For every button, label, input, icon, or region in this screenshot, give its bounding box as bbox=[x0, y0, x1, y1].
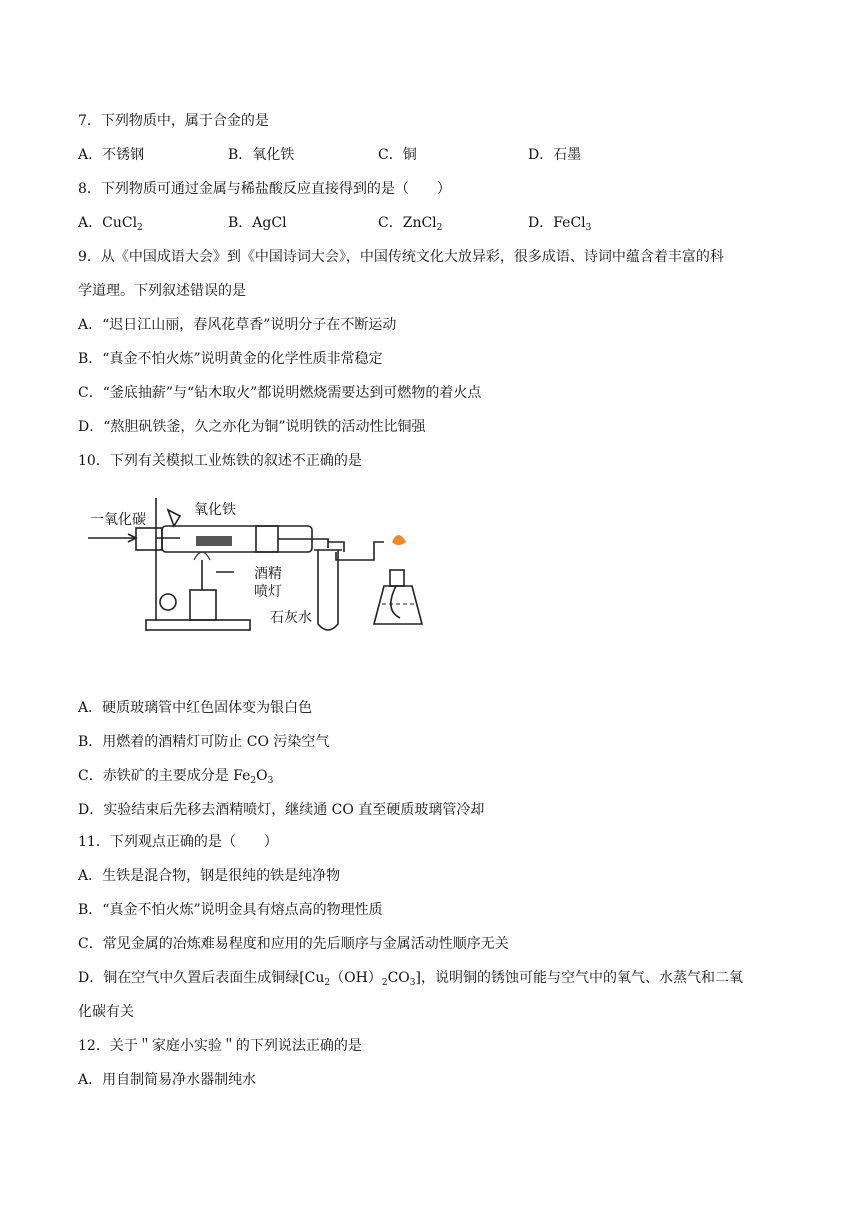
q11-option-b: B．“真金不怕火炼”说明金具有熔点高的物理性质 bbox=[78, 902, 383, 918]
iron-oxide-sample bbox=[196, 536, 232, 546]
label-lamp-line1: 酒精 bbox=[254, 566, 282, 582]
iron-smelting-apparatus-figure bbox=[84, 490, 604, 648]
q8-option-b: B．AgCl bbox=[228, 215, 287, 231]
lamp-wick bbox=[391, 586, 400, 618]
q10-option-d: D．实验结束后先移去酒精喷灯，继续通 CO 直至硬质玻璃管冷却 bbox=[78, 802, 485, 818]
q8-option-d: D．FeCl$_3$ bbox=[528, 215, 592, 233]
lamp-flame bbox=[392, 535, 406, 545]
q11-option-a: A．生铁是混合物，钢是很纯的铁是纯净物 bbox=[78, 868, 341, 884]
q12-stem: 12．关于＂家庭小实验＂的下列说法正确的是 bbox=[78, 1038, 362, 1054]
left-stopper bbox=[136, 528, 162, 550]
burner-body bbox=[190, 590, 216, 620]
q11-stem: 11．下列观点正确的是（ ） bbox=[78, 834, 278, 850]
q9-option-a: A．“迟日江山丽，春风花草香”说明分子在不断运动 bbox=[78, 317, 397, 333]
q7-option-a: A．不锈钢 bbox=[78, 147, 145, 163]
right-stopper bbox=[256, 526, 278, 552]
clamp-icon bbox=[168, 510, 180, 526]
burner-reservoir bbox=[160, 594, 176, 610]
q9-option-c: C．“釜底抽薪”与“钻木取火”都说明燃烧需要达到可燃物的着火点 bbox=[78, 385, 482, 401]
q9-option-d: D．“熬胆矾铁釜，久之亦化为铜”说明铁的活动性比铜强 bbox=[78, 419, 426, 435]
apparatus-diagram bbox=[84, 490, 604, 648]
q7-option-d: D．石墨 bbox=[528, 147, 582, 163]
q12-option-a: A．用自制简易净水器制纯水 bbox=[78, 1072, 257, 1088]
q7-stem: 7．下列物质中，属于合金的是 bbox=[78, 113, 269, 129]
q9-option-b: B．“真金不怕火炼”说明黄金的化学性质非常稳定 bbox=[78, 351, 383, 367]
q7-option-c: C．铜 bbox=[378, 147, 417, 163]
test-tube bbox=[318, 550, 338, 630]
q8-option-a: A．CuCl$_2$ bbox=[78, 215, 143, 233]
label-iron-oxide: 氧化铁 bbox=[194, 502, 236, 518]
q9-stem-line1: 9．从《中国成语大会》到《中国诗词大会》，中国传统文化大放异彩，很多成语、诗词中蕴含着丰富的科 bbox=[78, 249, 724, 265]
q11-option-d: D．铜在空气中久置后表面生成铜绿$[Cu_2(OH)_2CO_3]$，说明铜的锈蚀可能与空气中的氧气、水蒸气和二氧 bbox=[78, 970, 743, 988]
label-co: 一氧化碳 bbox=[90, 512, 146, 528]
q9-stem-line2: 学道理。下列叙述错误的是 bbox=[78, 283, 246, 299]
q11-option-d-line2: 化碳有关 bbox=[78, 1004, 134, 1020]
q11-option-c: C．常见金属的冶炼难易程度和应用的先后顺序与金属活动性顺序无关 bbox=[78, 936, 509, 952]
q7-option-b: B．氧化铁 bbox=[228, 147, 295, 163]
q10-option-b: B．用燃着的酒精灯可防止 CO 污染空气 bbox=[78, 734, 330, 750]
q10-option-a: A．硬质玻璃管中红色固体变为银白色 bbox=[78, 700, 313, 716]
connecting-tube bbox=[278, 539, 328, 548]
label-limewater: 石灰水 bbox=[270, 610, 312, 626]
q10-option-c: C．赤铁矿的主要成分是 $Fe_2O_3$ bbox=[78, 768, 274, 786]
blast-flame bbox=[194, 552, 210, 560]
label-lamp-line2: 喷灯 bbox=[254, 584, 282, 600]
alcohol-lamp-neck bbox=[390, 570, 404, 586]
q8-option-c: C．ZnCl$_2$ bbox=[378, 215, 443, 233]
q8-stem: 8．下列物质可通过金属与稀盐酸反应直接得到的是（ ） bbox=[78, 181, 451, 197]
stand-base bbox=[146, 620, 250, 630]
alcohol-lamp-body bbox=[374, 586, 422, 624]
q10-stem: 10．下列有关模拟工业炼铁的叙述不正确的是 bbox=[78, 453, 362, 469]
